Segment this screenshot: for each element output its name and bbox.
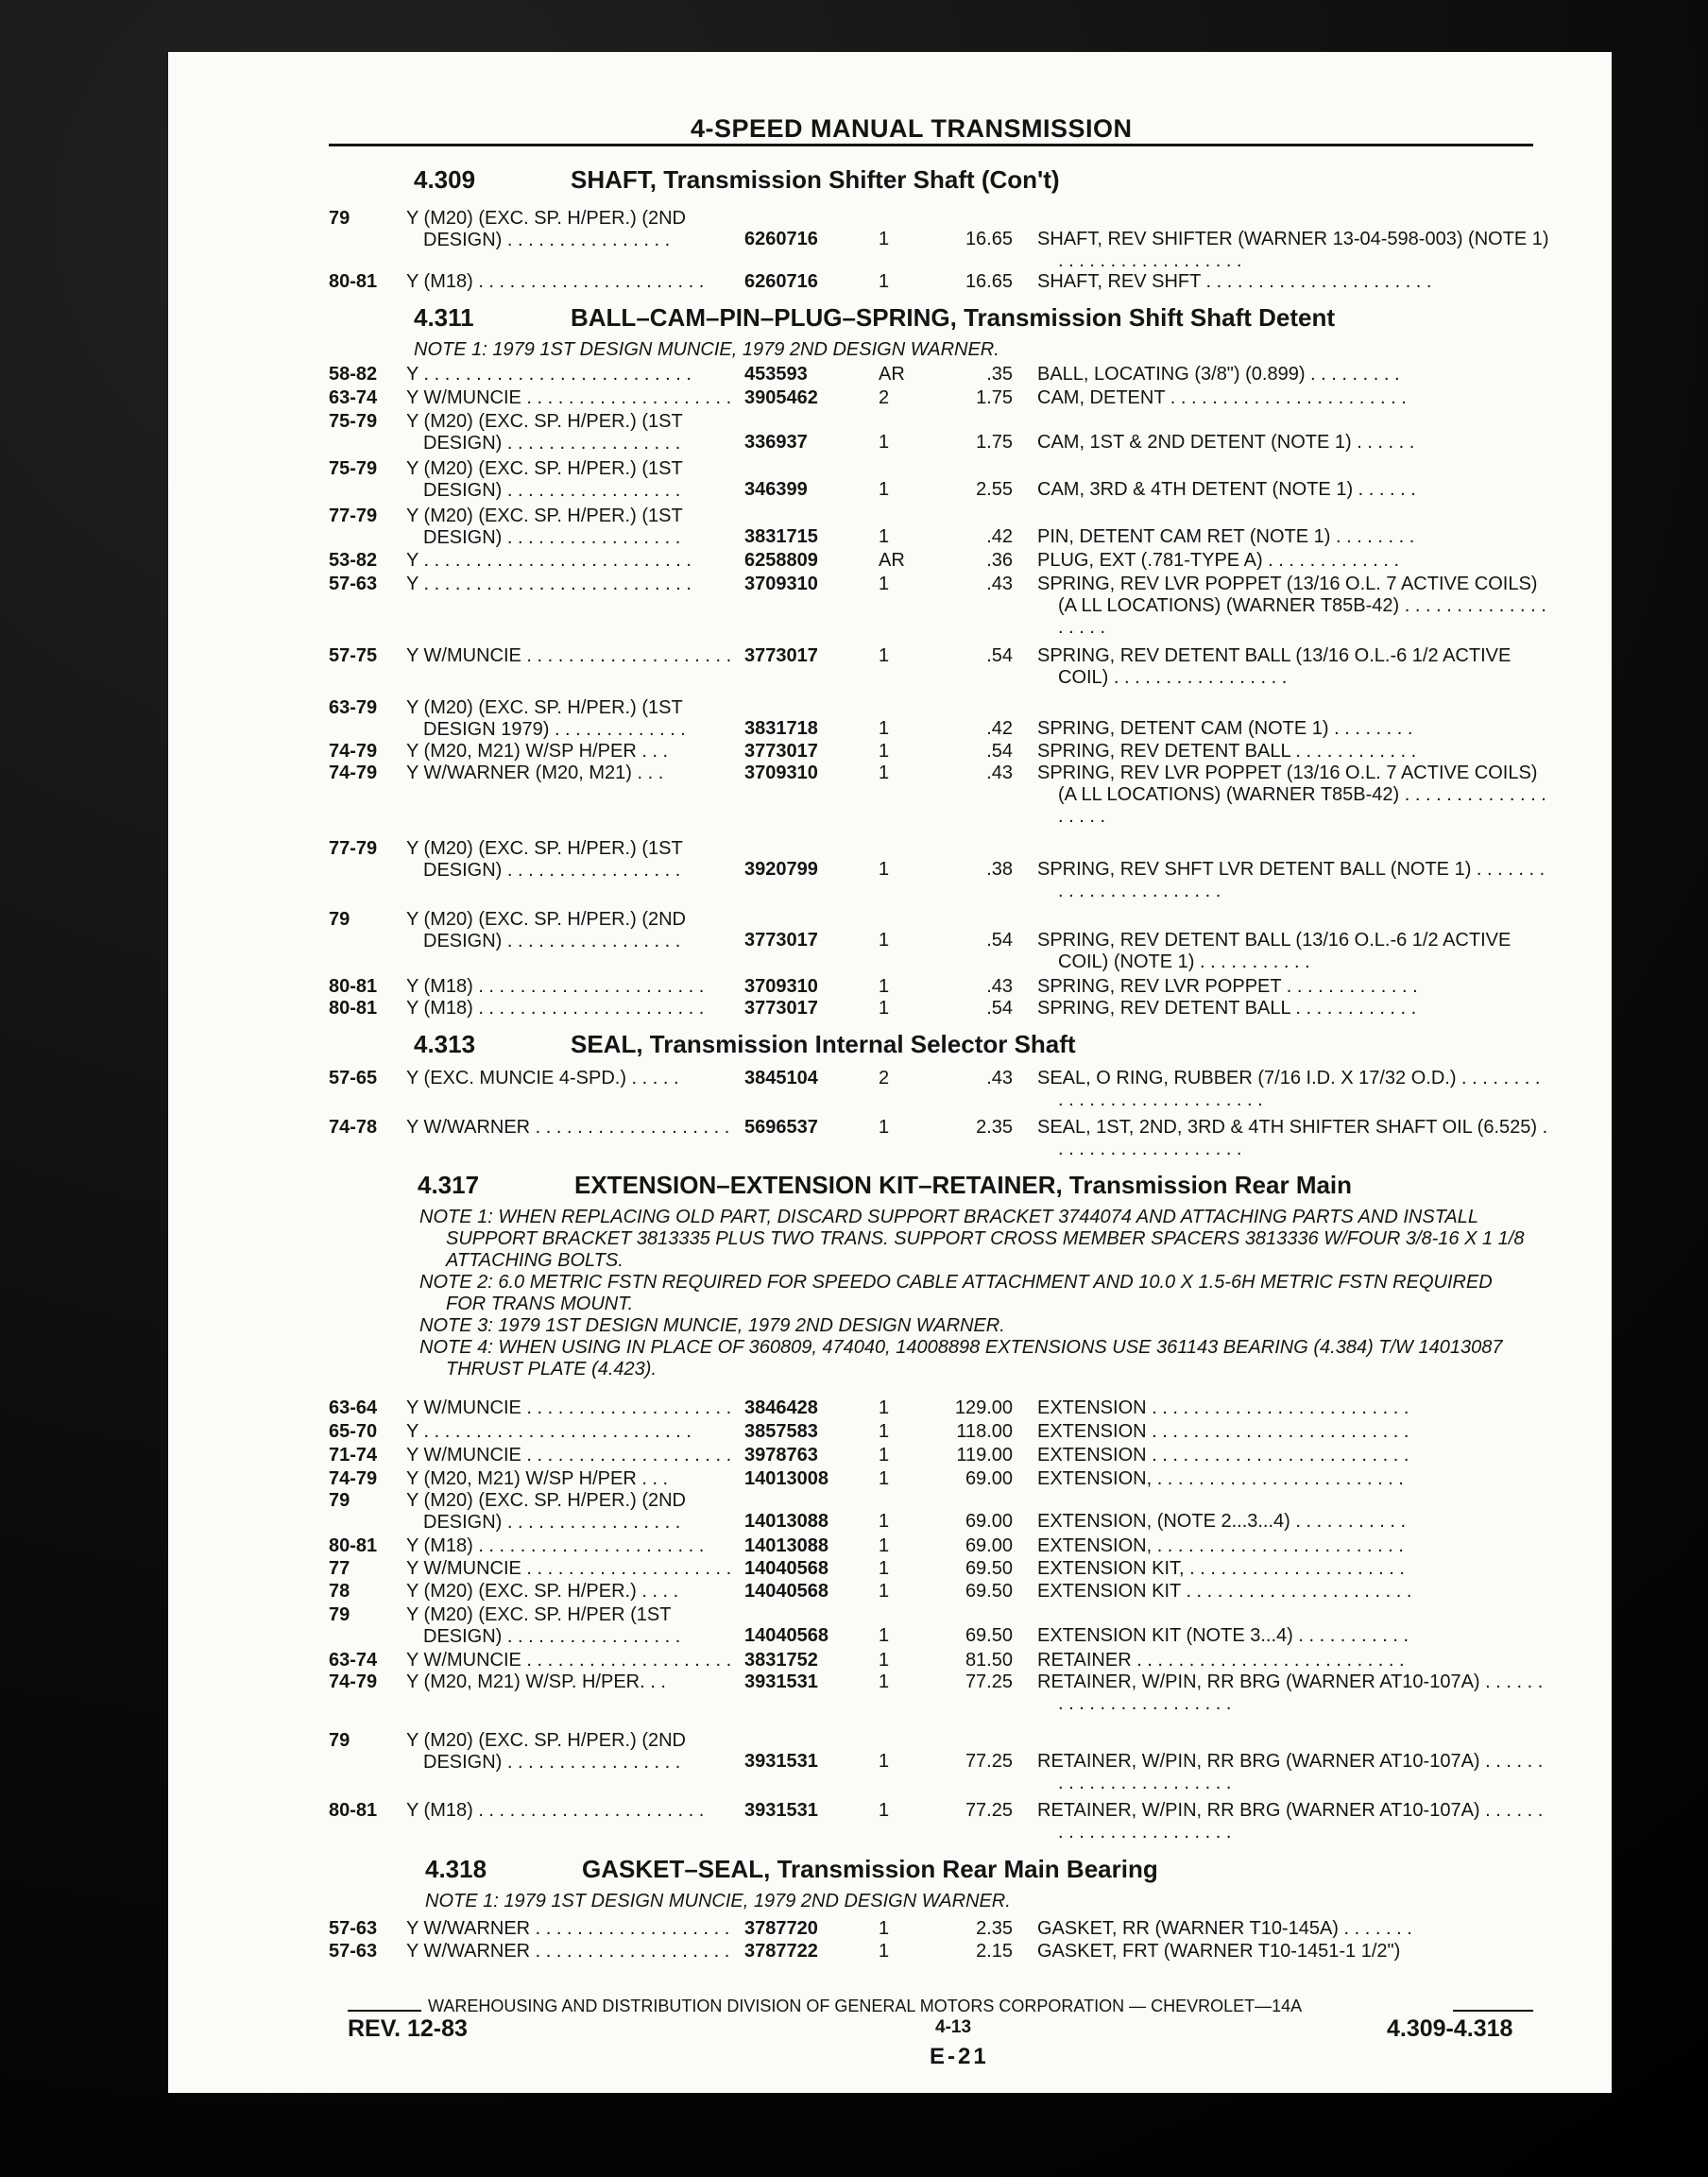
- row-quantity: 1: [879, 1511, 890, 1532]
- row-quantity: 1: [879, 229, 890, 249]
- row-description: RETAINER . . . . . . . . . . . . . . . . . . . . . . . . . .: [1037, 1650, 1405, 1671]
- row-part-number: 3787720: [744, 1918, 818, 1939]
- row-price: .42: [986, 718, 1013, 739]
- row-application: Y . . . . . . . . . . . . . . . . . . . . . . . . . .: [406, 1421, 692, 1442]
- page-title: 4-SPEED MANUAL TRANSMISSION: [691, 114, 1133, 143]
- row-application: Y (M20, M21) W/SP H/PER . . .: [406, 1468, 669, 1489]
- row-description: SPRING, REV DETENT BALL (13/16 O.L.-6 1/2 ACTIVE COIL) (NOTE 1) . . . . . . . . . . .: [1037, 930, 1512, 972]
- row-part-number: 3905462: [744, 387, 818, 408]
- row-application: Y (M18) . . . . . . . . . . . . . . . . . . . . . .: [406, 271, 705, 292]
- row-part-number: 3978763: [744, 1445, 818, 1466]
- row-price: 2.35: [976, 1918, 1013, 1939]
- row-years: 80-81: [329, 976, 378, 997]
- row-quantity: 1: [879, 1397, 890, 1418]
- row-part-number: 3845104: [744, 1068, 818, 1088]
- section-title: BALL–CAM–PIN–PLUG–SPRING, Transmission Shift Shaft Detent: [571, 303, 1336, 332]
- row-quantity: 2: [879, 1068, 890, 1088]
- row-years: 63-74: [329, 1650, 378, 1671]
- row-price: .38: [986, 859, 1013, 880]
- row-quantity: AR: [879, 550, 905, 571]
- row-price: 77.25: [965, 1751, 1013, 1772]
- row-quantity: 1: [879, 859, 890, 880]
- row-years: 57-63: [329, 574, 378, 594]
- page-number: 4-13: [935, 2017, 972, 2037]
- row-description: PIN, DETENT CAM RET (NOTE 1) . . . . . . . .: [1037, 526, 1415, 547]
- row-description: SPRING, REV DETENT BALL . . . . . . . . . . . .: [1037, 741, 1417, 762]
- row-application: Y (M20) (EXC. SP. H/PER.) (2ND DESIGN) . . . . . . . . . . . . . . . . .: [406, 1490, 686, 1533]
- row-description: SEAL, O RING, RUBBER (7/16 I.D. X 17/32 O.D.) . . . . . . . . . . . . . . . . . . . . . . . . . . . .: [1037, 1068, 1541, 1110]
- row-description: SEAL, 1ST, 2ND, 3RD & 4TH SHIFTER SHAFT OIL (6.525) . . . . . . . . . . . . . . . . . . .: [1037, 1117, 1548, 1159]
- row-quantity: 1: [879, 526, 890, 547]
- row-years: 80-81: [329, 998, 378, 1019]
- row-application: Y (M20) (EXC. SP. H/PER.) . . . .: [406, 1581, 679, 1602]
- row-application: Y W/MUNCIE . . . . . . . . . . . . . . . . . . . .: [406, 1445, 732, 1466]
- table-row: [329, 697, 1547, 741]
- row-years: 75-79: [329, 411, 378, 432]
- row-description: SPRING, REV DETENT BALL . . . . . . . . . . . .: [1037, 998, 1417, 1019]
- section-title: GASKET–SEAL, Transmission Rear Main Bearing: [582, 1855, 1158, 1883]
- row-price: .35: [986, 364, 1013, 385]
- row-description: BALL, LOCATING (3/8") (0.899) . . . . . . . . .: [1037, 364, 1400, 385]
- row-price: .36: [986, 550, 1013, 571]
- row-quantity: 1: [879, 1650, 890, 1671]
- row-part-number: 14013088: [744, 1511, 828, 1532]
- row-part-number: 453593: [744, 364, 808, 385]
- row-years: 71-74: [329, 1445, 378, 1466]
- row-years: 74-79: [329, 763, 378, 783]
- row-part-number: 346399: [744, 479, 808, 500]
- row-part-number: 14040568: [744, 1625, 828, 1646]
- row-description: RETAINER, W/PIN, RR BRG (WARNER AT10-107A) . . . . . . . . . . . . . . . . . . . . . . .: [1037, 1751, 1544, 1793]
- row-part-number: 14013088: [744, 1535, 828, 1556]
- row-application: Y (EXC. MUNCIE 4-SPD.) . . . . .: [406, 1068, 679, 1088]
- row-application: Y W/MUNCIE . . . . . . . . . . . . . . . . . . . .: [406, 645, 732, 666]
- row-years: 74-79: [329, 741, 378, 762]
- footer-publisher-line: WAREHOUSING AND DISTRIBUTION DIVISION OF GENERAL MOTORS CORPORATION — CHEVROLET—14A: [428, 1997, 1303, 2015]
- note: NOTE 3: 1979 1ST DESIGN MUNCIE, 1979 2ND DESIGN WARNER.: [419, 1315, 1005, 1336]
- row-application: Y (M20, M21) W/SP H/PER . . .: [406, 741, 669, 762]
- row-application: Y (M20) (EXC. SP. H/PER.) (2ND DESIGN) . . . . . . . . . . . . . . . .: [406, 208, 686, 250]
- row-description: SPRING, REV DETENT BALL (13/16 O.L.-6 1/2 ACTIVE COIL) . . . . . . . . . . . . . . . . .: [1037, 645, 1512, 688]
- row-years: 79: [329, 1490, 350, 1511]
- note: NOTE 2: 6.0 METRIC FSTN REQUIRED FOR SPEEDO CABLE ATTACHMENT AND 10.0 X 1.5-6H METRIC FSTN REQUIRED FOR TRANS MOUNT.: [419, 1272, 1493, 1314]
- row-quantity: 1: [879, 1918, 890, 1939]
- row-application: Y W/MUNCIE . . . . . . . . . . . . . . . . . . . .: [406, 1397, 732, 1418]
- table-row: [329, 208, 1549, 271]
- row-price: 1.75: [976, 387, 1013, 408]
- row-description: EXTENSION . . . . . . . . . . . . . . . . . . . . . . . . .: [1037, 1421, 1409, 1442]
- row-quantity: 1: [879, 1445, 890, 1466]
- row-part-number: 6260716: [744, 271, 818, 292]
- row-description: SHAFT, REV SHFT . . . . . . . . . . . . . . . . . . . . . .: [1037, 271, 1432, 292]
- row-description: CAM, 3RD & 4TH DETENT (NOTE 1) . . . . . .: [1037, 479, 1416, 500]
- row-description: EXTENSION KIT . . . . . . . . . . . . . . . . . . . . . .: [1037, 1581, 1412, 1602]
- row-description: CAM, DETENT . . . . . . . . . . . . . . . . . . . . . . .: [1037, 387, 1407, 408]
- row-quantity: AR: [879, 364, 905, 385]
- row-part-number: 3831752: [744, 1650, 818, 1671]
- row-application: Y (M18) . . . . . . . . . . . . . . . . . . . . . .: [406, 976, 705, 997]
- row-years: 77-79: [329, 506, 378, 526]
- catalog-page: [168, 52, 1612, 2093]
- row-description: SPRING, REV SHFT LVR DETENT BALL (NOTE 1) . . . . . . . . . . . . . . . . . . . . . . .: [1037, 859, 1546, 901]
- row-years: 74-79: [329, 1468, 378, 1489]
- row-quantity: 1: [879, 1558, 890, 1579]
- row-part-number: 3773017: [744, 930, 818, 951]
- row-application: Y (M18) . . . . . . . . . . . . . . . . . . . . . .: [406, 998, 705, 1019]
- table-row: [329, 506, 1547, 549]
- row-years: 79: [329, 1730, 350, 1751]
- row-part-number: 3920799: [744, 859, 818, 880]
- row-quantity: 1: [879, 1941, 890, 1962]
- row-price: 119.00: [956, 1445, 1013, 1466]
- row-description: EXTENSION . . . . . . . . . . . . . . . . . . . . . . . . .: [1037, 1397, 1409, 1418]
- row-description: EXTENSION, . . . . . . . . . . . . . . . . . . . . . . . .: [1037, 1468, 1404, 1489]
- table-row: [329, 458, 1547, 502]
- row-quantity: 1: [879, 1468, 890, 1489]
- row-application: Y W/MUNCIE . . . . . . . . . . . . . . . . . . . .: [406, 387, 732, 408]
- row-quantity: 1: [879, 479, 890, 500]
- row-price: 16.65: [965, 229, 1013, 249]
- row-years: 65-70: [329, 1421, 378, 1442]
- row-description: SPRING, REV LVR POPPET (13/16 O.L. 7 ACTIVE COILS) (A LL LOCATIONS) (WARNER T85B-42) . . . . . . . . . . . . . . . . . . .: [1037, 763, 1546, 827]
- table-row: [329, 574, 1547, 640]
- row-application: Y (M20) (EXC. SP. H/PER (1ST DESIGN) . . . . . . . . . . . . . . . . .: [406, 1604, 681, 1647]
- row-price: 69.50: [965, 1581, 1013, 1602]
- row-price: 2.35: [976, 1117, 1013, 1138]
- row-price: .43: [986, 763, 1013, 783]
- title-rule: [329, 144, 1533, 146]
- row-quantity: 1: [879, 271, 890, 292]
- row-part-number: 14040568: [744, 1581, 828, 1602]
- section-number: 4.318: [425, 1855, 487, 1883]
- row-description: SPRING, DETENT CAM (NOTE 1) . . . . . . . .: [1037, 718, 1413, 739]
- row-quantity: 1: [879, 998, 890, 1019]
- row-part-number: 336937: [744, 432, 808, 453]
- row-part-number: 3773017: [744, 998, 818, 1019]
- row-application: Y (M20) (EXC. SP. H/PER.) (2ND DESIGN) . . . . . . . . . . . . . . . . .: [406, 1730, 686, 1773]
- row-years: 75-79: [329, 458, 378, 479]
- row-part-number: 14013008: [744, 1468, 828, 1489]
- row-description: EXTENSION KIT, . . . . . . . . . . . . . . . . . . . . .: [1037, 1558, 1405, 1579]
- row-application: Y W/WARNER . . . . . . . . . . . . . . . . . . .: [406, 1941, 730, 1962]
- row-part-number: 3857583: [744, 1421, 818, 1442]
- row-part-number: 3846428: [744, 1397, 818, 1418]
- row-years: 63-79: [329, 697, 378, 718]
- row-years: 57-63: [329, 1918, 378, 1939]
- row-price: 69.00: [965, 1511, 1013, 1532]
- row-price: 77.25: [965, 1671, 1013, 1692]
- row-application: Y (M20) (EXC. SP. H/PER.) (1ST DESIGN) . . . . . . . . . . . . . . . . .: [406, 458, 683, 501]
- row-part-number: 6258809: [744, 550, 818, 571]
- row-description: PLUG, EXT (.781-TYPE A) . . . . . . . . . . . . .: [1037, 550, 1400, 571]
- row-quantity: 2: [879, 387, 890, 408]
- row-price: .54: [986, 998, 1013, 1019]
- section-number: 4.309: [414, 165, 476, 194]
- row-quantity: 1: [879, 645, 890, 666]
- row-price: 69.00: [965, 1468, 1013, 1489]
- row-price: .42: [986, 526, 1013, 547]
- row-price: .43: [986, 1068, 1013, 1088]
- revision-date: REV. 12-83: [348, 2015, 468, 2042]
- row-years: 79: [329, 1604, 350, 1625]
- row-price: 129.00: [954, 1397, 1013, 1418]
- row-price: .43: [986, 976, 1013, 997]
- row-years: 80-81: [329, 1800, 378, 1821]
- row-part-number: 3773017: [744, 741, 818, 762]
- note: NOTE 1: 1979 1ST DESIGN MUNCIE, 1979 2ND DESIGN WARNER.: [425, 1891, 1011, 1911]
- section-title: EXTENSION–EXTENSION KIT–RETAINER, Transmission Rear Main: [574, 1171, 1353, 1199]
- section-notes: [414, 339, 1529, 361]
- row-quantity: 1: [879, 763, 890, 783]
- row-quantity: 1: [879, 1800, 890, 1821]
- row-price: 16.65: [965, 271, 1013, 292]
- row-description: RETAINER, W/PIN, RR BRG (WARNER AT10-107A) . . . . . . . . . . . . . . . . . . . . . . .: [1037, 1671, 1544, 1714]
- section-number: 4.317: [418, 1171, 480, 1199]
- section-title: SHAFT, Transmission Shifter Shaft (Con't): [571, 165, 1060, 194]
- row-price: .43: [986, 574, 1013, 594]
- table-row: [329, 1490, 1547, 1534]
- row-years: 77: [329, 1558, 350, 1579]
- row-years: 74-79: [329, 1671, 378, 1692]
- row-years: 80-81: [329, 271, 378, 292]
- row-part-number: 3709310: [744, 574, 818, 594]
- row-part-number: 14040568: [744, 1558, 828, 1579]
- row-quantity: 1: [879, 432, 890, 453]
- row-price: 2.55: [976, 479, 1013, 500]
- table-row: [329, 1068, 1547, 1111]
- row-price: 81.50: [965, 1650, 1013, 1671]
- row-years: 77-79: [329, 838, 378, 859]
- row-description: EXTENSION, . . . . . . . . . . . . . . . . . . . . . . . .: [1037, 1535, 1404, 1556]
- row-description: SPRING, REV LVR POPPET . . . . . . . . . . . . .: [1037, 976, 1418, 997]
- row-application: Y (M20) (EXC. SP. H/PER.) (2ND DESIGN) . . . . . . . . . . . . . . . . .: [406, 909, 686, 951]
- row-years: 53-82: [329, 550, 378, 571]
- row-price: .54: [986, 930, 1013, 951]
- section-number: 4.313: [414, 1030, 476, 1058]
- row-part-number: 3831715: [744, 526, 818, 547]
- row-years: 79: [329, 909, 350, 930]
- row-price: 118.00: [956, 1421, 1013, 1442]
- row-application: Y (M18) . . . . . . . . . . . . . . . . . . . . . .: [406, 1800, 705, 1821]
- row-application: Y W/MUNCIE . . . . . . . . . . . . . . . . . . . .: [406, 1558, 732, 1579]
- row-years: 57-75: [329, 645, 378, 666]
- row-description: SPRING, REV LVR POPPET (13/16 O.L. 7 ACTIVE COILS) (A LL LOCATIONS) (WARNER T85B-42) . . . . . . . . . . . . . . . . . . .: [1037, 574, 1546, 638]
- row-application: Y (M20) (EXC. SP. H/PER.) (1ST DESIGN) . . . . . . . . . . . . . . . . .: [406, 411, 683, 454]
- row-application: Y W/WARNER . . . . . . . . . . . . . . . . . . .: [406, 1117, 730, 1138]
- row-price: 2.15: [976, 1941, 1013, 1962]
- row-part-number: 3709310: [744, 763, 818, 783]
- row-quantity: 1: [879, 976, 890, 997]
- microfiche-page: E-21: [930, 2044, 989, 2069]
- row-quantity: 1: [879, 1421, 890, 1442]
- row-application: Y . . . . . . . . . . . . . . . . . . . . . . . . . .: [406, 364, 692, 385]
- row-part-number: 5696537: [744, 1117, 818, 1138]
- row-application: Y W/WARNER . . . . . . . . . . . . . . . . . . .: [406, 1918, 730, 1939]
- row-quantity: 1: [879, 1671, 890, 1692]
- row-quantity: 1: [879, 1581, 890, 1602]
- row-quantity: 1: [879, 574, 890, 594]
- row-years: 80-81: [329, 1535, 378, 1556]
- row-description: RETAINER, W/PIN, RR BRG (WARNER AT10-107A) . . . . . . . . . . . . . . . . . . . . . . .: [1037, 1800, 1544, 1843]
- table-row: [329, 909, 1547, 972]
- row-description: CAM, 1ST & 2ND DETENT (NOTE 1) . . . . . .: [1037, 432, 1415, 453]
- row-application: Y (M20) (EXC. SP. H/PER.) (1ST DESIGN) . . . . . . . . . . . . . . . . .: [406, 506, 683, 548]
- row-description: GASKET, RR (WARNER T10-145A) . . . . . . .: [1037, 1918, 1412, 1939]
- row-price: 1.75: [976, 432, 1013, 453]
- row-years: 63-64: [329, 1397, 378, 1418]
- row-application: Y (M18) . . . . . . . . . . . . . . . . . . . . . .: [406, 1535, 705, 1556]
- row-application: Y . . . . . . . . . . . . . . . . . . . . . . . . . .: [406, 574, 692, 594]
- row-part-number: 3787722: [744, 1941, 818, 1962]
- row-quantity: 1: [879, 1625, 890, 1646]
- table-row: [329, 411, 1547, 454]
- row-quantity: 1: [879, 718, 890, 739]
- row-quantity: 1: [879, 1117, 890, 1138]
- row-years: 57-65: [329, 1068, 378, 1088]
- table-row: [329, 838, 1547, 901]
- row-application: Y . . . . . . . . . . . . . . . . . . . . . . . . . .: [406, 550, 692, 571]
- row-price: 69.50: [965, 1558, 1013, 1579]
- row-years: 57-63: [329, 1941, 378, 1962]
- row-application: Y (M20) (EXC. SP. H/PER.) (1ST DESIGN 1979) . . . . . . . . . . . . .: [406, 697, 686, 740]
- row-part-number: 3709310: [744, 976, 818, 997]
- row-part-number: 3931531: [744, 1671, 818, 1692]
- row-description: EXTENSION KIT (NOTE 3...4) . . . . . . . . . . .: [1037, 1625, 1409, 1646]
- section-title: SEAL, Transmission Internal Selector Shaft: [571, 1030, 1076, 1058]
- note: NOTE 1: 1979 1ST DESIGN MUNCIE, 1979 2ND DESIGN WARNER.: [414, 339, 999, 360]
- row-part-number: 3931531: [744, 1751, 818, 1772]
- row-part-number: 3831718: [744, 718, 818, 739]
- row-price: 77.25: [965, 1800, 1013, 1821]
- section-range: 4.309-4.318: [1387, 2015, 1513, 2042]
- row-description: SHAFT, REV SHIFTER (WARNER 13-04-598-003) (NOTE 1) . . . . . . . . . . . . . . . . . .: [1037, 229, 1549, 271]
- row-quantity: 1: [879, 1535, 890, 1556]
- row-part-number: 6260716: [744, 229, 818, 249]
- row-years: 63-74: [329, 387, 378, 408]
- row-price: 69.00: [965, 1535, 1013, 1556]
- row-price: .54: [986, 741, 1013, 762]
- row-years: 58-82: [329, 364, 378, 385]
- row-description: GASKET, FRT (WARNER T10-1451-1 1/2"): [1037, 1941, 1401, 1962]
- table-row: [329, 763, 1547, 829]
- row-application: Y (M20) (EXC. SP. H/PER.) (1ST DESIGN) . . . . . . . . . . . . . . . . .: [406, 838, 683, 881]
- note: NOTE 1: WHEN REPLACING OLD PART, DISCARD SUPPORT BRACKET 3744074 AND ATTACHING PARTS AND INSTALL SUPPORT BRACKET 3813335 PLUS TWO TRANS. SUPPORT CROSS MEMBER SPACERS 3813336 W/FOUR 3/8-16 X 1 1/8 ATTACHING BOLTS.: [419, 1207, 1525, 1271]
- row-quantity: 1: [879, 930, 890, 951]
- row-description: EXTENSION, (NOTE 2...3...4) . . . . . . . . . . .: [1037, 1511, 1407, 1532]
- row-description: EXTENSION . . . . . . . . . . . . . . . . . . . . . . . . .: [1037, 1445, 1409, 1466]
- row-price: 69.50: [965, 1625, 1013, 1646]
- row-application: Y W/WARNER (M20, M21) . . .: [406, 763, 664, 783]
- row-years: 78: [329, 1581, 350, 1602]
- row-application: Y W/MUNCIE . . . . . . . . . . . . . . . . . . . .: [406, 1650, 732, 1671]
- section-number: 4.311: [414, 303, 474, 332]
- row-years: 79: [329, 208, 350, 229]
- section-notes: [419, 1207, 1534, 1380]
- row-part-number: 3931531: [744, 1800, 818, 1821]
- row-quantity: 1: [879, 741, 890, 762]
- row-quantity: 1: [879, 1751, 890, 1772]
- table-row: [329, 645, 1547, 689]
- row-years: 74-78: [329, 1117, 378, 1138]
- row-part-number: 3773017: [744, 645, 818, 666]
- row-application: Y (M20, M21) W/SP. H/PER. . .: [406, 1671, 666, 1692]
- row-price: .54: [986, 645, 1013, 666]
- note: NOTE 4: WHEN USING IN PLACE OF 360809, 474040, 14008898 EXTENSIONS USE 361143 BEARING (4.384) T/W 14013087 THRUST PLATE (4.423).: [419, 1337, 1503, 1380]
- table-row: [329, 1117, 1547, 1160]
